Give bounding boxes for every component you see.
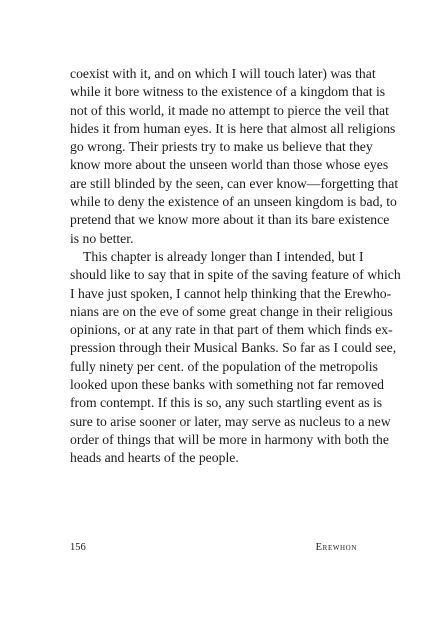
body-text bbox=[70, 65, 401, 468]
text-line: coexist with it, and on which I will touch later) was that bbox=[70, 66, 376, 81]
text-line: pression through their Musical Banks. So far as I could see, bbox=[70, 340, 397, 356]
running-head: Erewhon bbox=[315, 542, 357, 553]
page-number: 156 bbox=[70, 542, 86, 553]
text-line: should like to say that in spite of the saving feature of which bbox=[70, 267, 401, 283]
paragraph bbox=[70, 248, 401, 468]
text-line: I have just spoken, I cannot help thinking that the Erewho- bbox=[70, 285, 392, 301]
text-line: are still blinded by the seen, can ever know—forgetting that bbox=[70, 175, 399, 191]
paragraph bbox=[70, 65, 399, 248]
page-footer bbox=[70, 542, 357, 556]
text-line: go wrong. Their priests try to make us believe that they bbox=[70, 139, 373, 155]
text-line: heads and hearts of the people. bbox=[70, 450, 239, 466]
text-line: while it bore witness to the existence of a kingdom that is bbox=[70, 84, 386, 100]
text-line: know more about the unseen world than those whose eyes bbox=[70, 157, 389, 173]
text-line: not of this world, it made no attempt to pierce the veil that bbox=[70, 102, 389, 118]
text-line: opinions, or at any rate in that part of them which finds ex- bbox=[70, 322, 393, 338]
text-line: looked upon these banks with something not far removed bbox=[70, 377, 384, 393]
text-line: while to deny the existence of an unseen kingdom is bad, to bbox=[70, 194, 397, 210]
text-line: order of things that will be more in harmony with both the bbox=[70, 431, 389, 447]
text-line: fully ninety per cent. of the population of the metropolis bbox=[70, 358, 378, 374]
text-line: nians are on the eve of some great change in their religious bbox=[70, 303, 393, 319]
text-line: This chapter is already longer than I intended, but I bbox=[83, 248, 364, 264]
text-line: from contempt. If this is so, any such startling event as is bbox=[70, 395, 383, 411]
text-line: pretend that we know more about it than its bare existence bbox=[70, 212, 390, 228]
text-line: is no better. bbox=[70, 230, 134, 246]
text-line: sure to arise sooner or later, may serve as nucleus to a new bbox=[70, 413, 391, 429]
text-line: hides it from human eyes. It is here that almost all religions bbox=[70, 120, 396, 136]
